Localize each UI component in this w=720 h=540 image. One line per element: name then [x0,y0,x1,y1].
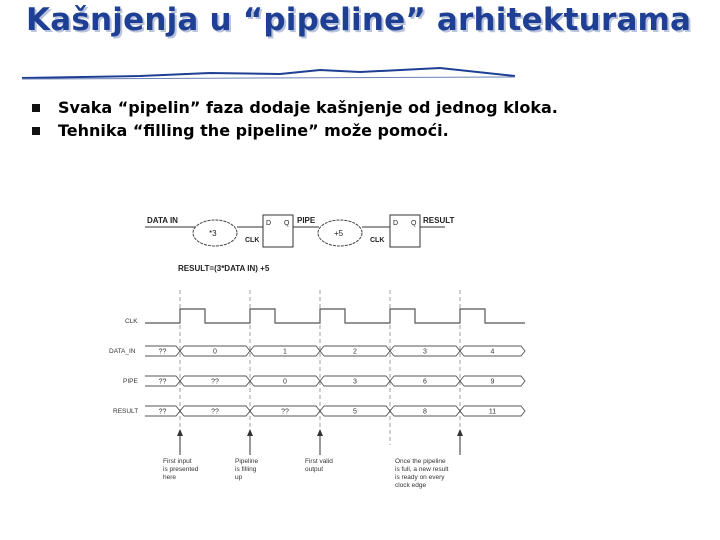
ff2-clk-label: CLK [370,237,385,244]
annotation-pipeline-filling: Pipeline is filling up [235,458,259,481]
bullet-item [32,96,558,119]
slide-title: Kašnjenja u “pipeline” arhitekturama [26,2,692,38]
bus-data_in-value: 0 [213,348,217,356]
bullet-text: Svaka “pipelin” faza dodaje kašnjenje od jednog kloka. [58,98,558,117]
bus-waveforms [145,346,525,416]
bullet-item [32,119,558,142]
bus-result-value: ?? [281,408,289,416]
pipeline-figure [105,205,530,495]
bus-pipe-outline [145,376,525,386]
bus-pipe-value: 6 [423,378,427,386]
ff2-d-label: D [393,220,399,227]
row-label-pipe: PIPE [123,378,138,385]
arrow-head-icon [247,429,253,436]
bus-data_in-value: 3 [423,348,427,356]
bus-result-value: ?? [158,408,167,416]
arrow-head-icon [457,429,463,436]
bus-result-value: 11 [488,408,497,416]
bullet-text: Tehnika “filling the pipeline” može pomoći. [58,121,449,140]
bullet-list [32,96,558,142]
ff1-clk-label: CLK [245,237,260,244]
bus-result-value: 8 [423,408,427,416]
data-in-label: DATA IN [147,216,178,225]
bus-result-value: ?? [211,408,219,416]
bus-pipe-value: ?? [158,378,167,386]
bus-pipe-value: 3 [353,378,357,386]
title-underline [20,64,520,84]
bus-result-outline [145,406,525,416]
bus-data_in-outline [145,346,525,356]
equation-label: RESULT=(3*DATA IN) +5 [178,264,270,273]
op-add-label: +5 [334,229,344,238]
pipe-label: PIPE [297,216,316,225]
bus-data_in-value: 1 [283,348,287,356]
bus-data_in-value: 4 [490,348,495,356]
ff1-d-label: D [266,220,272,227]
op-multiply-label: *3 [209,229,217,238]
clock-waveform [145,309,525,323]
row-label-data-in: DATA_IN [109,348,136,355]
bus-result-value: 5 [353,408,357,416]
bus-pipe-value: 0 [283,378,287,386]
annotation-pipeline-full: Once the pipeline is full, a new result is ready on every clock edge [395,458,449,489]
result-out-label: RESULT [423,216,455,225]
ff2-q-label: Q [411,220,417,227]
bullet-square-icon [32,104,40,112]
row-label-result: RESULT [113,408,139,415]
annotation-first-input: First input is presented here [163,458,199,481]
bullet-square-icon [32,127,40,135]
bus-pipe-value: ?? [211,378,219,386]
ff1-q-label: Q [284,220,290,227]
bus-data_in-value: ?? [158,348,167,356]
annotation-first-valid-output: First valid output [305,458,333,473]
arrow-head-icon [317,429,323,436]
arrow-head-icon [177,429,183,436]
annotation-arrows [177,429,463,455]
row-label-clk: CLK [125,318,138,325]
bus-data_in-value: 2 [353,348,357,356]
bus-pipe-value: 9 [490,378,495,386]
